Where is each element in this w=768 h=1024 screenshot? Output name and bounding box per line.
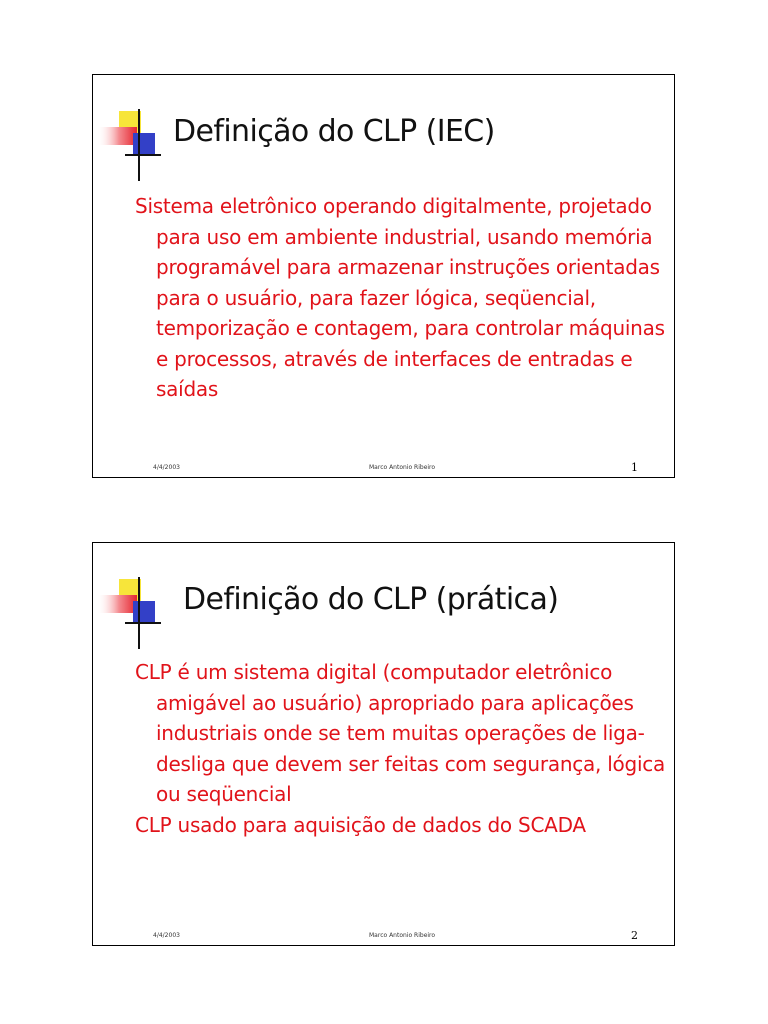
footer-date: 4/4/2003 (153, 932, 180, 939)
slide-2 (92, 542, 675, 946)
footer-author: Marco Antonio Ribeiro (369, 932, 436, 939)
body-paragraph: CLP usado para aquisição de dados do SCADA (135, 812, 586, 837)
slide-title: Definição do CLP (prática) (183, 582, 559, 617)
slide-logo-icon (97, 577, 161, 649)
footer-date: 4/4/2003 (153, 464, 180, 471)
footer-author: Marco Antonio Ribeiro (369, 464, 436, 471)
slide-body (135, 657, 667, 840)
slide-body (135, 191, 667, 405)
page-number: 1 (631, 461, 638, 474)
slide-title: Definição do CLP (IEC) (173, 114, 495, 149)
body-paragraph: Sistema eletrônico operando digitalmente, projetado para uso em ambiente industrial, usando memória programável para armazenar instruções orientadas para o usuário, para fazer lógica, seqüencial, temporização e contagem, para controlar máquinas e processos, através de interfaces de entradas e saídas (135, 194, 665, 401)
page-number: 2 (631, 929, 638, 942)
body-paragraph: CLP é um sistema digital (computador eletrônico amigável ao usuário) apropriado para aplicações industriais onde se tem muitas operações de liga-desliga que devem ser feitas com segurança, lógica ou seqüencial (135, 660, 666, 806)
slide-1 (92, 74, 675, 478)
slide-logo-icon (97, 109, 161, 181)
